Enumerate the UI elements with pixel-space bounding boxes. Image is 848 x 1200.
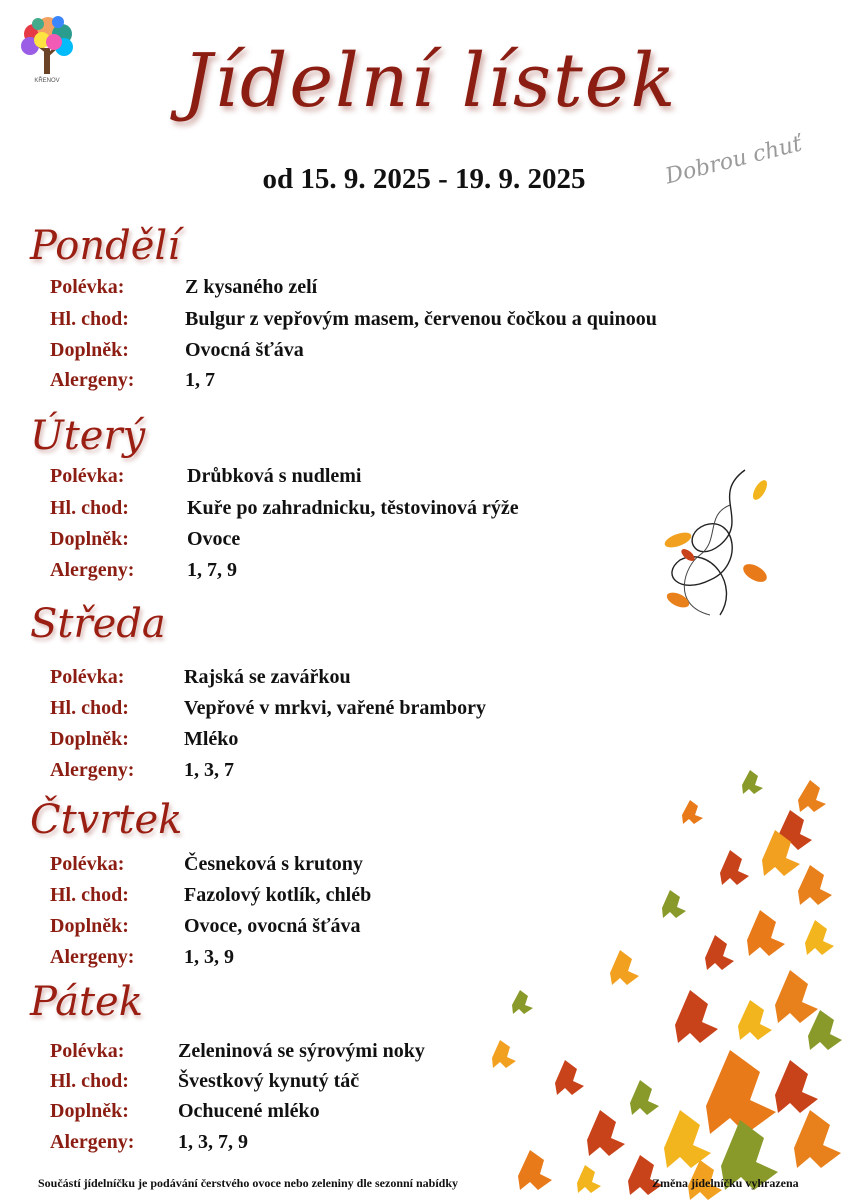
side-label: Doplněk: <box>50 915 129 937</box>
footer-change-notice: Změna jídelníčku vyhrazena <box>652 1176 799 1190</box>
main-label: Hl. chod: <box>50 1070 129 1092</box>
allergens-label: Alergeny: <box>50 369 135 391</box>
autumn-leaves-decoration <box>490 760 848 1200</box>
side-label: Doplněk: <box>50 528 129 550</box>
main-label: Hl. chod: <box>50 697 129 719</box>
soup-row <box>50 666 790 696</box>
tagline: Dobrou chuť <box>663 131 805 190</box>
main-row <box>50 697 790 727</box>
allergens-label: Alergeny: <box>50 759 135 781</box>
main-value: Fazolový kotlík, chléb <box>184 884 372 906</box>
soup-row <box>50 276 790 306</box>
side-value: Ovocná šťáva <box>185 339 304 361</box>
soup-label: Polévka: <box>50 465 125 487</box>
swirl-leaves-decoration <box>650 465 780 635</box>
allergens-label: Alergeny: <box>50 559 135 581</box>
side-label: Doplněk: <box>50 339 129 361</box>
soup-value: Drůbková s nudlemi <box>187 465 362 487</box>
day-name: Čtvrtek <box>30 797 183 843</box>
soup-label: Polévka: <box>50 276 125 298</box>
allergens-label: Alergeny: <box>50 946 135 968</box>
main-label: Hl. chod: <box>50 497 129 519</box>
soup-value: Z kysaného zelí <box>185 276 318 298</box>
side-label: Doplněk: <box>50 1100 129 1122</box>
side-value: Ochucené mléko <box>178 1100 320 1122</box>
day-name: Úterý <box>30 413 146 459</box>
day-name: Pondělí <box>30 223 180 269</box>
allergens-value: 1, 3, 9 <box>184 946 234 968</box>
soup-label: Polévka: <box>50 853 125 875</box>
side-row <box>50 728 790 758</box>
main-label: Hl. chod: <box>50 884 129 906</box>
soup-value: Rajská se zavářkou <box>184 666 351 688</box>
soup-label: Polévka: <box>50 666 125 688</box>
allergens-value: 1, 7 <box>185 369 215 391</box>
allergens-label: Alergeny: <box>50 1131 135 1153</box>
main-value: Kuře po zahradnicku, těstovinová rýže <box>187 497 519 519</box>
soup-value: Česneková s krutony <box>184 853 363 875</box>
side-row <box>50 339 790 369</box>
day-section-monday <box>30 222 790 270</box>
side-value: Mléko <box>184 728 239 750</box>
day-name: Středa <box>30 601 166 647</box>
allergens-row <box>50 369 790 399</box>
main-value: Švestkový kynutý táč <box>178 1070 360 1092</box>
allergens-value: 1, 3, 7 <box>184 759 234 781</box>
main-value: Vepřové v mrkvi, vařené brambory <box>184 697 486 719</box>
side-value: Ovoce, ovocná šťáva <box>184 915 361 937</box>
side-label: Doplněk: <box>50 728 129 750</box>
day-section-tuesday <box>30 412 790 460</box>
logo-caption: KŘENOV <box>34 78 60 84</box>
allergens-value: 1, 3, 7, 9 <box>178 1131 248 1153</box>
day-name: Pátek <box>30 979 143 1025</box>
page-title: Jídelní lístek <box>182 38 678 124</box>
soup-value: Zeleninová se sýrovými noky <box>178 1040 425 1062</box>
date-range: od 15. 9. 2025 - 19. 9. 2025 <box>262 163 586 195</box>
soup-label: Polévka: <box>50 1040 125 1062</box>
footer-note: Součástí jídelníčku je podávání čerstvého ovoce nebo zeleniny dle sezonní nabídky <box>38 1176 459 1190</box>
main-value: Bulgur z vepřovým masem, červenou čočkou a quinoou <box>185 308 657 330</box>
main-label: Hl. chod: <box>50 308 129 330</box>
main-row <box>50 308 790 338</box>
side-value: Ovoce <box>187 528 241 550</box>
allergens-value: 1, 7, 9 <box>187 559 237 581</box>
